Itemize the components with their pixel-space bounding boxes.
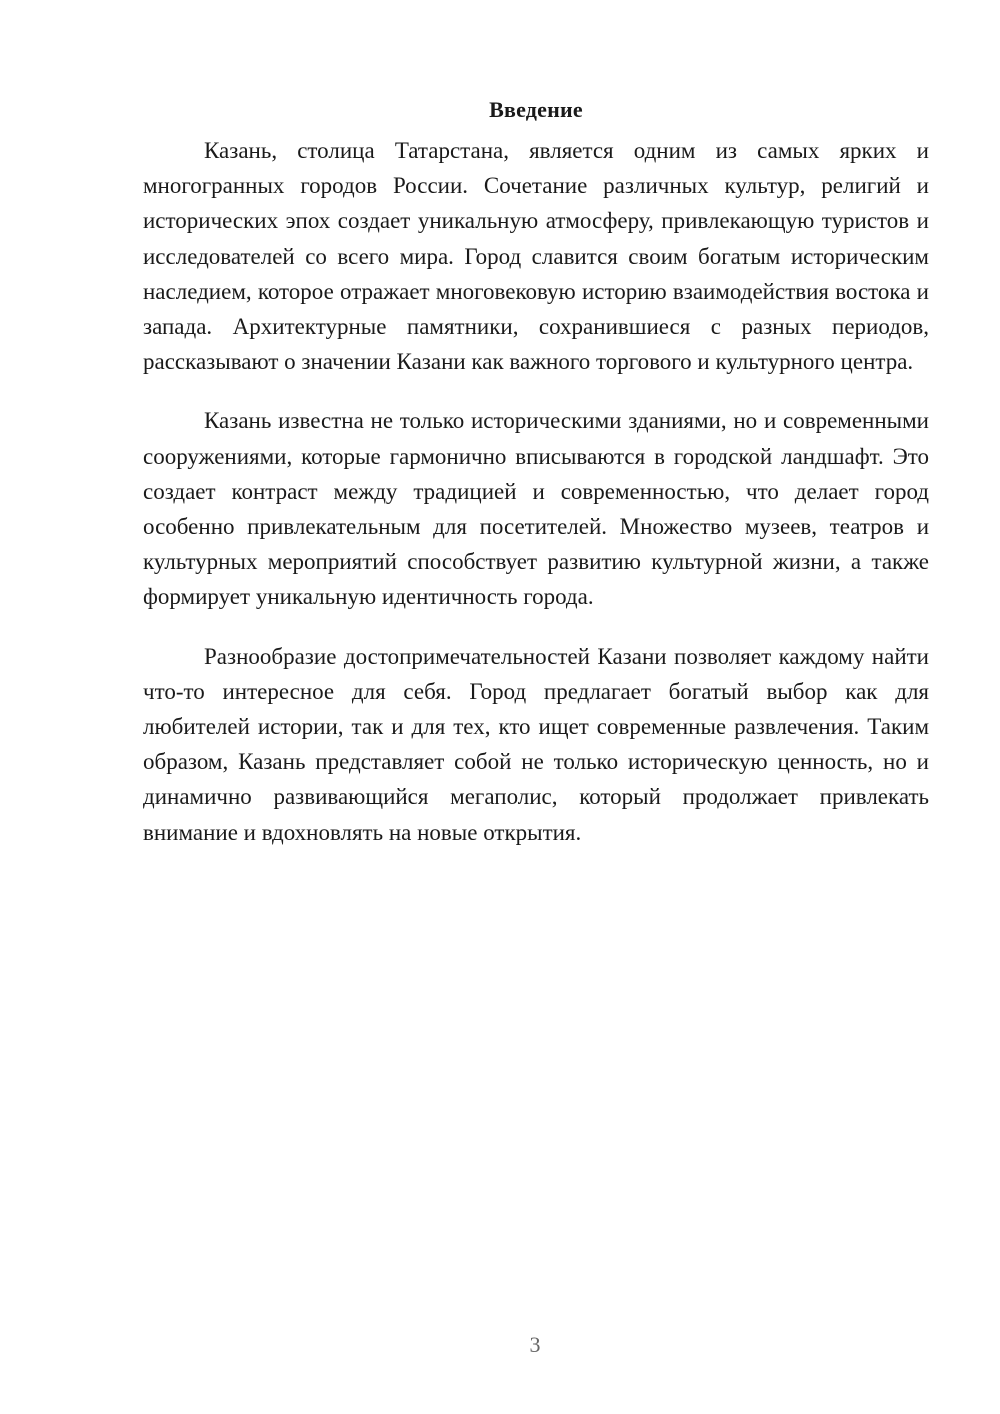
page-number: 3 — [529, 1332, 541, 1357]
paragraph-3: Разнообразие достопримечательностей Казани позволяет каждому найти что-то интересное для себя. Город предлагает богатый выбор как для любителей истории, так и для тех, кто ищет современные развлечения. Таким образом, Казань представляет собой не только историческую ценность, но и динамично развивающийся мегаполис, который продолжает привлекать внимание и вдохновлять на новые открытия. — [143, 643, 929, 845]
paragraph-1: Казань, столица Татарстана, является одним из самых ярких и многогранных городов России. Сочетание различных культур, религий и исторических эпох создает уникальную атмосферу, привлекающую туристов и исследователей со всего мира. Город славится своим богатым историческим наследием, которое отражает многовековую историю взаимодействия востока и запада. Архитектурные памятники, сохранившиеся с разных периодов, рассказывают о значении Казани как важного торгового и культурного центра. — [143, 138, 929, 375]
paragraph-2: Казань известна не только историческими зданиями, но и современными сооружениями, которые гармонично вписываются в городской ландшафт. Это создает контраст между традицией и современностью, что делает город особенно привлекательным для посетителей. Множество музеев, театров и культурных мероприятий способствует развитию культурной жизни, а также формирует уникальную идентичность города. — [143, 408, 929, 610]
section-heading: Введение — [489, 97, 583, 122]
page-content — [143, 92, 929, 874]
